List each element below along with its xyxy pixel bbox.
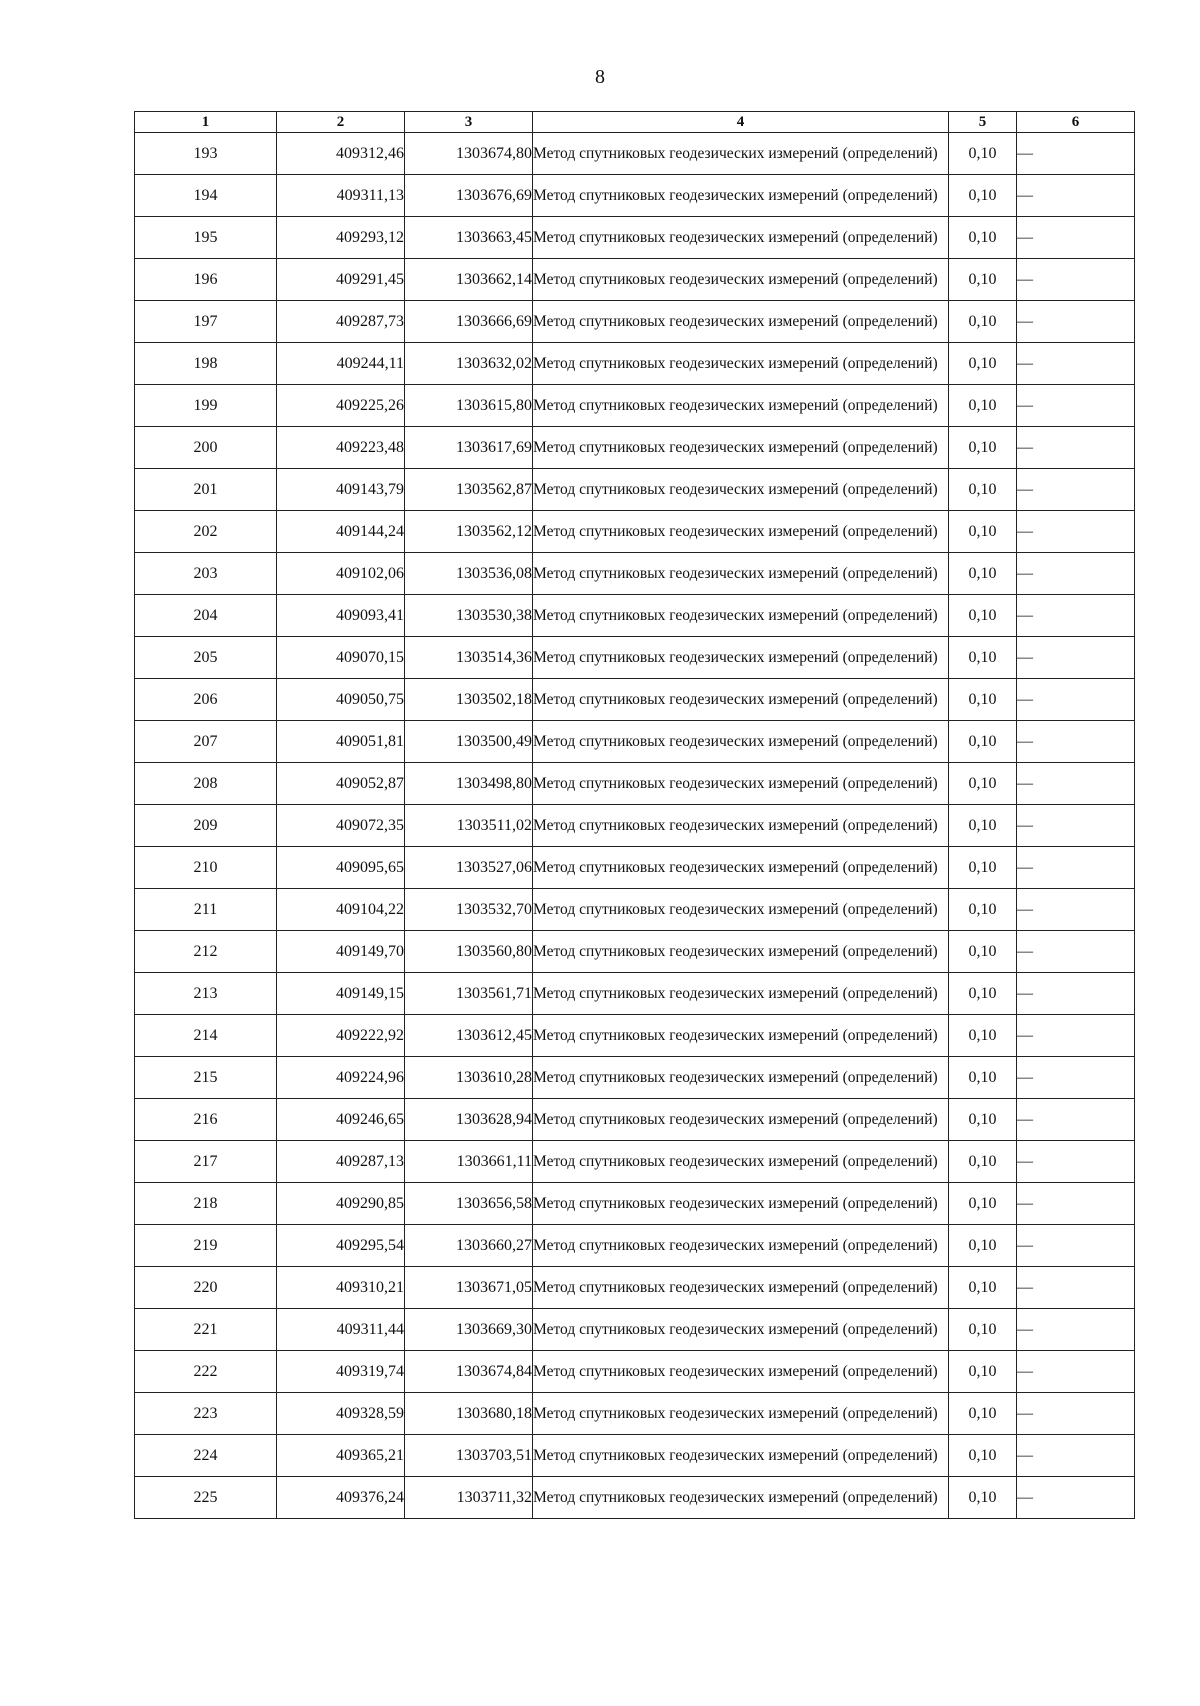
x-coordinate-cell: 409222,92: [277, 1015, 405, 1057]
table-row: [135, 1225, 1135, 1267]
method-cell: Метод спутниковых геодезических измерений (определений): [533, 973, 949, 1015]
x-coordinate-cell: 409244,11: [277, 343, 405, 385]
y-coordinate-cell: 1303680,18: [405, 1393, 533, 1435]
column-header-5: 5: [949, 112, 1017, 133]
point-number-cell: 200: [135, 427, 277, 469]
x-coordinate-cell: 409144,24: [277, 511, 405, 553]
table-row: [135, 511, 1135, 553]
table-row: [135, 427, 1135, 469]
point-number-cell: 201: [135, 469, 277, 511]
method-cell: Метод спутниковых геодезических измерений (определений): [533, 217, 949, 259]
x-coordinate-cell: 409051,81: [277, 721, 405, 763]
x-coordinate-cell: 409328,59: [277, 1393, 405, 1435]
point-number-cell: 220: [135, 1267, 277, 1309]
point-number-cell: 196: [135, 259, 277, 301]
method-cell: Метод спутниковых геодезических измерений (определений): [533, 1477, 949, 1519]
y-coordinate-cell: 1303628,94: [405, 1099, 533, 1141]
note-cell: —: [1017, 1309, 1135, 1351]
y-coordinate-cell: 1303656,58: [405, 1183, 533, 1225]
table-row: [135, 259, 1135, 301]
accuracy-cell: 0,10: [949, 1393, 1017, 1435]
page-number: 8: [595, 66, 605, 88]
method-cell: Метод спутниковых геодезических измерений (определений): [533, 1267, 949, 1309]
x-coordinate-cell: 409102,06: [277, 553, 405, 595]
y-coordinate-cell: 1303632,02: [405, 343, 533, 385]
y-coordinate-cell: 1303562,87: [405, 469, 533, 511]
y-coordinate-cell: 1303612,45: [405, 1015, 533, 1057]
note-cell: —: [1017, 973, 1135, 1015]
method-cell: Метод спутниковых геодезических измерений (определений): [533, 511, 949, 553]
method-cell: Метод спутниковых геодезических измерений (определений): [533, 931, 949, 973]
y-coordinate-cell: 1303666,69: [405, 301, 533, 343]
method-cell: Метод спутниковых геодезических измерений (определений): [533, 133, 949, 175]
accuracy-cell: 0,10: [949, 1267, 1017, 1309]
accuracy-cell: 0,10: [949, 1141, 1017, 1183]
table-row: [135, 553, 1135, 595]
note-cell: —: [1017, 763, 1135, 805]
table-row: [135, 637, 1135, 679]
table-row: [135, 1057, 1135, 1099]
y-coordinate-cell: 1303661,11: [405, 1141, 533, 1183]
note-cell: —: [1017, 427, 1135, 469]
point-number-cell: 213: [135, 973, 277, 1015]
method-cell: Метод спутниковых геодезических измерений (определений): [533, 721, 949, 763]
note-cell: —: [1017, 1057, 1135, 1099]
note-cell: —: [1017, 469, 1135, 511]
y-coordinate-cell: 1303514,36: [405, 637, 533, 679]
y-coordinate-cell: 1303562,12: [405, 511, 533, 553]
x-coordinate-cell: 409290,85: [277, 1183, 405, 1225]
x-coordinate-cell: 409104,22: [277, 889, 405, 931]
method-cell: Метод спутниковых геодезических измерений (определений): [533, 1183, 949, 1225]
note-cell: —: [1017, 133, 1135, 175]
y-coordinate-cell: 1303674,84: [405, 1351, 533, 1393]
accuracy-cell: 0,10: [949, 595, 1017, 637]
point-number-cell: 216: [135, 1099, 277, 1141]
accuracy-cell: 0,10: [949, 1435, 1017, 1477]
point-number-cell: 193: [135, 133, 277, 175]
x-coordinate-cell: 409312,46: [277, 133, 405, 175]
y-coordinate-cell: 1303561,71: [405, 973, 533, 1015]
note-cell: —: [1017, 1141, 1135, 1183]
table-header-row: [135, 112, 1135, 133]
note-cell: —: [1017, 1477, 1135, 1519]
accuracy-cell: 0,10: [949, 1477, 1017, 1519]
column-header-4: 4: [533, 112, 949, 133]
table-row: [135, 217, 1135, 259]
note-cell: —: [1017, 259, 1135, 301]
x-coordinate-cell: 409287,73: [277, 301, 405, 343]
table-row: [135, 931, 1135, 973]
y-coordinate-cell: 1303674,80: [405, 133, 533, 175]
method-cell: Метод спутниковых геодезических измерений (определений): [533, 427, 949, 469]
point-number-cell: 215: [135, 1057, 277, 1099]
x-coordinate-cell: 409311,13: [277, 175, 405, 217]
method-cell: Метод спутниковых геодезических измерений (определений): [533, 1057, 949, 1099]
x-coordinate-cell: 409093,41: [277, 595, 405, 637]
table-row: [135, 889, 1135, 931]
note-cell: —: [1017, 1099, 1135, 1141]
y-coordinate-cell: 1303532,70: [405, 889, 533, 931]
accuracy-cell: 0,10: [949, 637, 1017, 679]
note-cell: —: [1017, 301, 1135, 343]
method-cell: Метод спутниковых геодезических измерений (определений): [533, 469, 949, 511]
point-number-cell: 207: [135, 721, 277, 763]
method-cell: Метод спутниковых геодезических измерений (определений): [533, 805, 949, 847]
accuracy-cell: 0,10: [949, 679, 1017, 721]
accuracy-cell: 0,10: [949, 133, 1017, 175]
note-cell: —: [1017, 1015, 1135, 1057]
method-cell: Метод спутниковых геодезических измерений (определений): [533, 1141, 949, 1183]
accuracy-cell: 0,10: [949, 553, 1017, 595]
method-cell: Метод спутниковых геодезических измерений (определений): [533, 1015, 949, 1057]
note-cell: —: [1017, 217, 1135, 259]
note-cell: —: [1017, 1267, 1135, 1309]
table-row: [135, 133, 1135, 175]
point-number-cell: 223: [135, 1393, 277, 1435]
accuracy-cell: 0,10: [949, 1183, 1017, 1225]
point-number-cell: 222: [135, 1351, 277, 1393]
x-coordinate-cell: 409224,96: [277, 1057, 405, 1099]
note-cell: —: [1017, 511, 1135, 553]
note-cell: —: [1017, 805, 1135, 847]
y-coordinate-cell: 1303502,18: [405, 679, 533, 721]
x-coordinate-cell: 409376,24: [277, 1477, 405, 1519]
y-coordinate-cell: 1303500,49: [405, 721, 533, 763]
accuracy-cell: 0,10: [949, 343, 1017, 385]
y-coordinate-cell: 1303536,08: [405, 553, 533, 595]
accuracy-cell: 0,10: [949, 511, 1017, 553]
y-coordinate-cell: 1303511,02: [405, 805, 533, 847]
y-coordinate-cell: 1303663,45: [405, 217, 533, 259]
point-number-cell: 205: [135, 637, 277, 679]
accuracy-cell: 0,10: [949, 763, 1017, 805]
method-cell: Метод спутниковых геодезических измерений (определений): [533, 595, 949, 637]
table-row: [135, 973, 1135, 1015]
table-row: [135, 175, 1135, 217]
accuracy-cell: 0,10: [949, 931, 1017, 973]
x-coordinate-cell: 409319,74: [277, 1351, 405, 1393]
method-cell: Метод спутниковых геодезических измерений (определений): [533, 847, 949, 889]
y-coordinate-cell: 1303660,27: [405, 1225, 533, 1267]
point-number-cell: 195: [135, 217, 277, 259]
x-coordinate-cell: 409072,35: [277, 805, 405, 847]
x-coordinate-cell: 409225,26: [277, 385, 405, 427]
note-cell: —: [1017, 721, 1135, 763]
point-number-cell: 198: [135, 343, 277, 385]
note-cell: —: [1017, 175, 1135, 217]
y-coordinate-cell: 1303662,14: [405, 259, 533, 301]
table-row: [135, 1393, 1135, 1435]
point-number-cell: 214: [135, 1015, 277, 1057]
accuracy-cell: 0,10: [949, 805, 1017, 847]
x-coordinate-cell: 409095,65: [277, 847, 405, 889]
accuracy-cell: 0,10: [949, 427, 1017, 469]
y-coordinate-cell: 1303498,80: [405, 763, 533, 805]
method-cell: Метод спутниковых геодезических измерений (определений): [533, 889, 949, 931]
point-number-cell: 194: [135, 175, 277, 217]
x-coordinate-cell: 409223,48: [277, 427, 405, 469]
table-row: [135, 301, 1135, 343]
accuracy-cell: 0,10: [949, 217, 1017, 259]
x-coordinate-cell: 409149,15: [277, 973, 405, 1015]
accuracy-cell: 0,10: [949, 1225, 1017, 1267]
x-coordinate-cell: 409149,70: [277, 931, 405, 973]
x-coordinate-cell: 409070,15: [277, 637, 405, 679]
note-cell: —: [1017, 1351, 1135, 1393]
point-number-cell: 204: [135, 595, 277, 637]
table-row: [135, 1477, 1135, 1519]
note-cell: —: [1017, 595, 1135, 637]
table-row: [135, 1309, 1135, 1351]
method-cell: Метод спутниковых геодезических измерений (определений): [533, 1099, 949, 1141]
table-row: [135, 1141, 1135, 1183]
column-header-3: 3: [405, 112, 533, 133]
point-number-cell: 199: [135, 385, 277, 427]
note-cell: —: [1017, 1435, 1135, 1477]
table-row: [135, 679, 1135, 721]
table-row: [135, 1015, 1135, 1057]
y-coordinate-cell: 1303711,32: [405, 1477, 533, 1519]
y-coordinate-cell: 1303615,80: [405, 385, 533, 427]
point-number-cell: 219: [135, 1225, 277, 1267]
point-number-cell: 203: [135, 553, 277, 595]
method-cell: Метод спутниковых геодезических измерений (определений): [533, 301, 949, 343]
x-coordinate-cell: 409291,45: [277, 259, 405, 301]
note-cell: —: [1017, 637, 1135, 679]
y-coordinate-cell: 1303527,06: [405, 847, 533, 889]
note-cell: —: [1017, 889, 1135, 931]
accuracy-cell: 0,10: [949, 973, 1017, 1015]
accuracy-cell: 0,10: [949, 1099, 1017, 1141]
accuracy-cell: 0,10: [949, 301, 1017, 343]
table-row: [135, 1099, 1135, 1141]
y-coordinate-cell: 1303560,80: [405, 931, 533, 973]
table-row: [135, 1435, 1135, 1477]
method-cell: Метод спутниковых геодезических измерений (определений): [533, 679, 949, 721]
point-number-cell: 218: [135, 1183, 277, 1225]
note-cell: —: [1017, 1225, 1135, 1267]
table-row: [135, 1351, 1135, 1393]
accuracy-cell: 0,10: [949, 847, 1017, 889]
point-number-cell: 212: [135, 931, 277, 973]
point-number-cell: 210: [135, 847, 277, 889]
point-number-cell: 208: [135, 763, 277, 805]
point-number-cell: 224: [135, 1435, 277, 1477]
table-row: [135, 385, 1135, 427]
method-cell: Метод спутниковых геодезических измерений (определений): [533, 175, 949, 217]
column-header-1: 1: [135, 112, 277, 133]
column-header-2: 2: [277, 112, 405, 133]
table-row: [135, 721, 1135, 763]
x-coordinate-cell: 409287,13: [277, 1141, 405, 1183]
note-cell: —: [1017, 553, 1135, 595]
x-coordinate-cell: 409293,12: [277, 217, 405, 259]
accuracy-cell: 0,10: [949, 469, 1017, 511]
column-header-6: 6: [1017, 112, 1135, 133]
note-cell: —: [1017, 343, 1135, 385]
method-cell: Метод спутниковых геодезических измерений (определений): [533, 553, 949, 595]
table-row: [135, 1267, 1135, 1309]
method-cell: Метод спутниковых геодезических измерений (определений): [533, 1351, 949, 1393]
table-row: [135, 469, 1135, 511]
note-cell: —: [1017, 847, 1135, 889]
x-coordinate-cell: 409295,54: [277, 1225, 405, 1267]
coordinates-table: [134, 111, 1135, 1519]
table-body: [135, 133, 1135, 1519]
accuracy-cell: 0,10: [949, 1015, 1017, 1057]
point-number-cell: 197: [135, 301, 277, 343]
method-cell: Метод спутниковых геодезических измерений (определений): [533, 1393, 949, 1435]
note-cell: —: [1017, 1393, 1135, 1435]
point-number-cell: 202: [135, 511, 277, 553]
point-number-cell: 217: [135, 1141, 277, 1183]
x-coordinate-cell: 409052,87: [277, 763, 405, 805]
note-cell: —: [1017, 931, 1135, 973]
accuracy-cell: 0,10: [949, 1309, 1017, 1351]
method-cell: Метод спутниковых геодезических измерений (определений): [533, 1309, 949, 1351]
accuracy-cell: 0,10: [949, 1351, 1017, 1393]
point-number-cell: 221: [135, 1309, 277, 1351]
point-number-cell: 206: [135, 679, 277, 721]
accuracy-cell: 0,10: [949, 385, 1017, 427]
method-cell: Метод спутниковых геодезических измерений (определений): [533, 763, 949, 805]
table-row: [135, 847, 1135, 889]
note-cell: —: [1017, 385, 1135, 427]
accuracy-cell: 0,10: [949, 1057, 1017, 1099]
note-cell: —: [1017, 679, 1135, 721]
table-row: [135, 595, 1135, 637]
y-coordinate-cell: 1303671,05: [405, 1267, 533, 1309]
y-coordinate-cell: 1303610,28: [405, 1057, 533, 1099]
x-coordinate-cell: 409365,21: [277, 1435, 405, 1477]
y-coordinate-cell: 1303617,69: [405, 427, 533, 469]
x-coordinate-cell: 409050,75: [277, 679, 405, 721]
method-cell: Метод спутниковых геодезических измерений (определений): [533, 1435, 949, 1477]
method-cell: Метод спутниковых геодезических измерений (определений): [533, 343, 949, 385]
table-row: [135, 763, 1135, 805]
x-coordinate-cell: 409311,44: [277, 1309, 405, 1351]
accuracy-cell: 0,10: [949, 259, 1017, 301]
point-number-cell: 225: [135, 1477, 277, 1519]
table-row: [135, 805, 1135, 847]
y-coordinate-cell: 1303669,30: [405, 1309, 533, 1351]
method-cell: Метод спутниковых геодезических измерений (определений): [533, 637, 949, 679]
accuracy-cell: 0,10: [949, 175, 1017, 217]
point-number-cell: 211: [135, 889, 277, 931]
accuracy-cell: 0,10: [949, 889, 1017, 931]
method-cell: Метод спутниковых геодезических измерений (определений): [533, 385, 949, 427]
table-row: [135, 1183, 1135, 1225]
point-number-cell: 209: [135, 805, 277, 847]
method-cell: Метод спутниковых геодезических измерений (определений): [533, 259, 949, 301]
y-coordinate-cell: 1303530,38: [405, 595, 533, 637]
accuracy-cell: 0,10: [949, 721, 1017, 763]
x-coordinate-cell: 409246,65: [277, 1099, 405, 1141]
x-coordinate-cell: 409310,21: [277, 1267, 405, 1309]
y-coordinate-cell: 1303676,69: [405, 175, 533, 217]
method-cell: Метод спутниковых геодезических измерений (определений): [533, 1225, 949, 1267]
x-coordinate-cell: 409143,79: [277, 469, 405, 511]
y-coordinate-cell: 1303703,51: [405, 1435, 533, 1477]
table-row: [135, 343, 1135, 385]
note-cell: —: [1017, 1183, 1135, 1225]
